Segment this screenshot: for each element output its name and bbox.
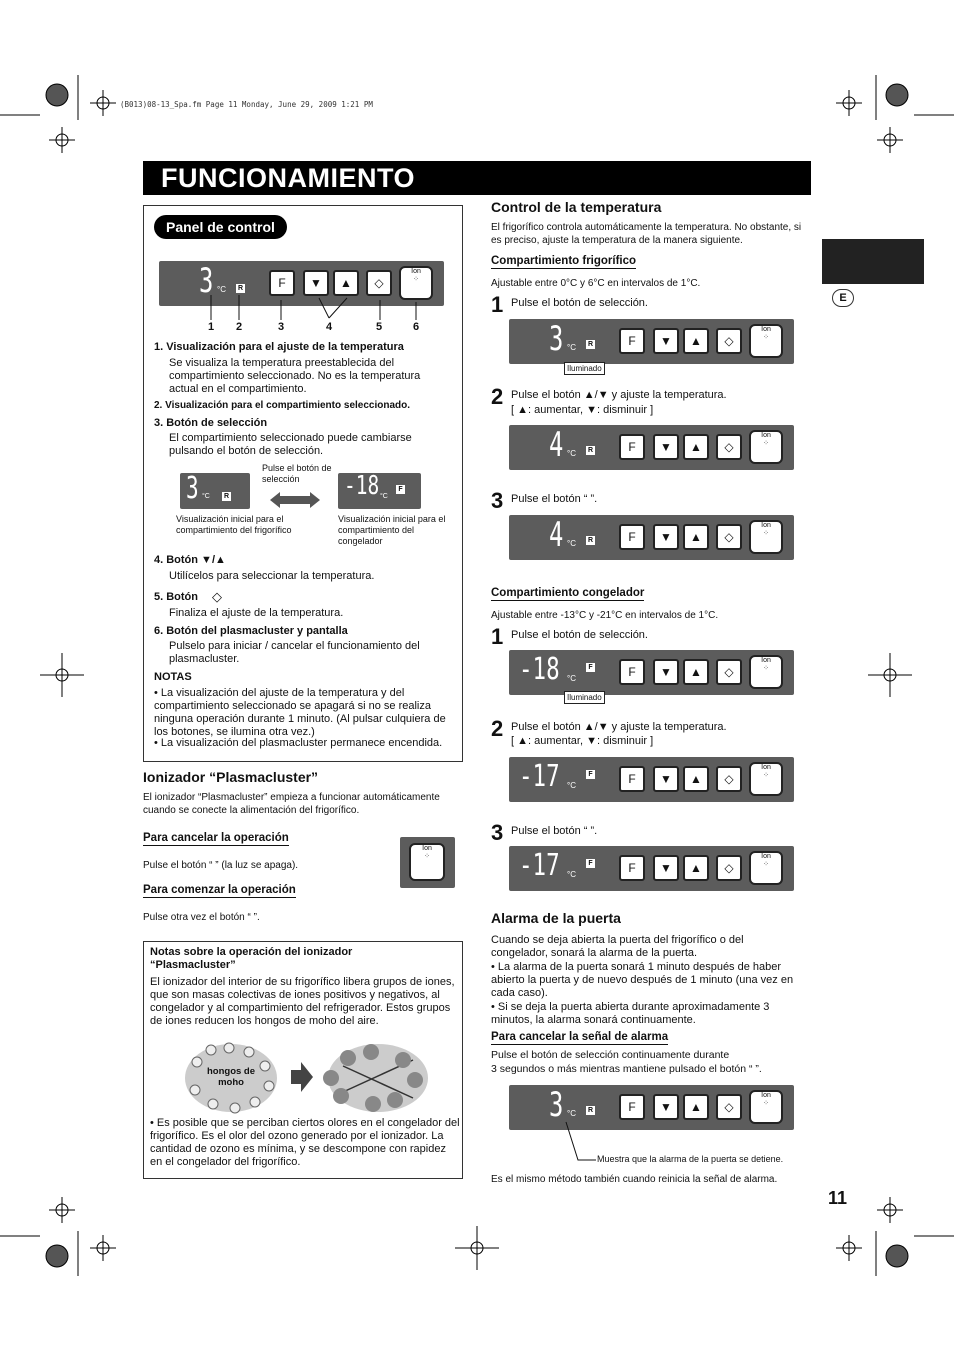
fridge-caption: Visualización inicial para el compartimiento del frigorífico: [176, 514, 292, 535]
ionizer-notes-text: El ionizador del interior de su frigorífico libera grupos de iones, que son masas colectivas de iones positivos y negativos, al congelador y al compartimiento del refrigerador. Estos grupos de iones reducen los hongos de moho del aire.: [150, 976, 455, 1027]
fridge-step2-text: Pulse el botón ▲/▼ y ajuste la temperatura.: [511, 389, 727, 401]
freezer-display-2: -17 °C F F ▼ ▲ ◇ Ion ⁘: [509, 757, 794, 802]
up-button[interactable]: ▲: [333, 270, 359, 296]
lit-label: Iluminado: [564, 362, 605, 375]
panel-diagram: 3 °C R F ▼ ▲ ◇ Ion ⁘: [159, 261, 444, 306]
freezer-temp-1: -18: [519, 652, 560, 687]
callout-6: 6: [413, 321, 420, 333]
callout-2: 2: [236, 321, 243, 333]
item-6-text: Pulselo para iniciar / cancelar el funcionamiento del plasmacluster.: [169, 640, 420, 665]
plasmacluster-button[interactable]: Ion ⁘: [409, 843, 445, 881]
temp-display: 3: [199, 261, 214, 301]
fridge-temp-3: 4: [549, 515, 564, 555]
callout-5: 5: [376, 321, 383, 333]
switch-label: Pulse el botón de selección: [262, 463, 332, 484]
mold-label: hongos de moho: [206, 1066, 256, 1088]
lit-label-freezer: Iluminado: [564, 691, 605, 704]
freezer-step-2: 2: [491, 716, 504, 741]
enter-icon: ◇: [212, 589, 222, 604]
down-button[interactable]: ▼: [303, 270, 329, 296]
item-4-title: 4. Botón ▼/▲: [154, 554, 226, 566]
fridge-temp-2: 4: [549, 425, 564, 465]
freezer-step3-text: Pulse el botón “ ”.: [511, 825, 598, 837]
freezer-temp-2: -17: [519, 759, 560, 794]
ionizer-cancel-text: Pulse el botón “ ” (la luz se apaga).: [143, 860, 299, 871]
callout-4: 4: [326, 321, 333, 333]
item-5-title: 5. Botón: [154, 591, 198, 603]
enter-button[interactable]: ◇: [366, 270, 392, 296]
page-title: FUNCIONAMIENTO: [143, 161, 811, 195]
callout-lines: [159, 290, 444, 325]
freezer-caption: Visualización inicial para el compartimiento del congelador: [338, 514, 446, 546]
fridge-step-3: 3: [491, 488, 504, 513]
fridge-display-3: 4 °C R F ▼ ▲ ◇ Ion ⁘: [509, 515, 794, 560]
item-3-title: 3. Botón de selección: [154, 417, 268, 429]
alarm-pointer-line: [560, 1120, 600, 1165]
item-4-text: Utilícelos para seleccionar la temperatura.: [169, 570, 375, 582]
alarm-bullet-1: • La alarma de la puerta sonará 1 minuto después de haber abierto la puerta y de nuevo después de 1 minuto (una vez en cada caso).: [491, 961, 794, 999]
alarm-footer: Es el mismo método también cuando reinicia la señal de alarma.: [491, 1174, 778, 1185]
ion-button-illustration: [400, 837, 455, 888]
freezer-step-1: 1: [491, 624, 504, 649]
page-number: 11: [828, 1188, 848, 1208]
freezer-display-1: -18 °C F F ▼ ▲ ◇ Ion ⁘: [509, 650, 794, 695]
ionizer-title: Ionizador “Plasmacluster”: [143, 769, 319, 785]
fridge-step-1: 1: [491, 292, 504, 317]
ionizer-cancel-title: Para cancelar la operación: [143, 832, 289, 844]
item-1-text: Se visualiza la temperatura preestablecida del compartimiento seleccionado. No es la temperatura actual en el compartimiento.: [169, 357, 421, 395]
item-3-text: El compartimiento seleccionado puede cambiarse pulsando el botón de selección.: [169, 432, 412, 457]
fridge-temp-1: 3: [549, 319, 564, 359]
freezer-step-3: 3: [491, 820, 504, 845]
notes-title: NOTAS: [154, 671, 192, 683]
freezer-step1-text: Pulse el botón de selección.: [511, 629, 648, 641]
ionizer-start-title: Para comenzar la operación: [143, 884, 296, 896]
alarm-bullet-2: • Si se deja la puerta abierta durante aproximadamente 3 minutos, la alarma sonará continuamente.: [491, 1001, 770, 1026]
swap-arrow: [270, 490, 320, 510]
file-header: (B013)08-13_Spa.fm Page 11 Monday, June 29, 2009 1:21 PM: [120, 100, 373, 109]
fridge-title: Compartimiento frigorífico: [491, 255, 637, 267]
temp-title: Control de la temperatura: [491, 199, 662, 215]
section-tab: [822, 239, 924, 284]
fridge-step3-text: Pulse el botón “ ”.: [511, 493, 598, 505]
plasmacluster-button[interactable]: Ion ⁘: [399, 266, 433, 300]
alarm-cancel-text-2: 3 segundos o más mientras mantiene pulsado el botón “ ”.: [491, 1063, 762, 1075]
ionizer-notes-title: Notas sobre la operación del ionizador “Plasmacluster”: [150, 946, 353, 971]
freezer-initial-display: -18 °C F: [338, 473, 421, 509]
note-2: • La visualización del plasmacluster permanece encendida.: [154, 737, 443, 749]
freezer-temp-3: -17: [519, 848, 560, 883]
alarm-cancel-title: Para cancelar la señal de alarma: [491, 1031, 669, 1043]
fridge-step1-text: Pulse el botón de selección.: [511, 297, 648, 309]
alarm-pointer-label: Muestra que la alarma de la puerta se detiene.: [597, 1154, 784, 1164]
fridge-range: Ajustable entre 0°C y 6°C en intervalos de 1°C.: [491, 278, 701, 289]
ionizer-intro: El ionizador “Plasmacluster” empieza a funcionar automáticamente cuando se conecte la alimentación del frigorífico.: [143, 792, 440, 816]
item-1-title: 1. Visualización para el ajuste de la temperatura: [154, 341, 404, 353]
temp-intro: El frigorífico controla automáticamente la temperatura. No obstante, si es preciso, ajuste la temperatura de la manera siguiente.: [491, 222, 802, 246]
fridge-step-2: 2: [491, 384, 504, 409]
fridge-step2b-text: [ ▲: aumentar, ▼: disminuir ]: [511, 404, 654, 416]
alarm-display: 3 °C R F ▼ ▲ ◇ Ion ⁘: [509, 1085, 794, 1130]
item-6-title: 6. Botón del plasmacluster y pantalla: [154, 625, 348, 637]
ionizer-start-text: Pulse otra vez el botón “ ”.: [143, 912, 260, 923]
language-badge: E: [832, 289, 854, 307]
fridge-display-2: 4 °C R F ▼ ▲ ◇ Ion ⁘: [509, 425, 794, 470]
panel-pill: Panel de control: [154, 215, 287, 239]
alarm-cancel-text-1: Pulse el botón de selección continuamente durante: [491, 1049, 730, 1061]
fridge-initial-display: 3 °C R: [180, 473, 250, 509]
callout-3: 3: [278, 321, 285, 333]
alarm-title: Alarma de la puerta: [491, 910, 621, 926]
freezer-step2-text: Pulse el botón ▲/▼ y ajuste la temperatura.: [511, 721, 727, 733]
note-1: • La visualización del ajuste de la temperatura y del compartimiento seleccionado se apagará si no se realiza ninguna operación durante 1 minuto. (Al pulsar culquiera de los botones, se ilumina otra vez.): [154, 687, 446, 738]
freezer-range: Ajustable entre -13°C y -21°C en intervalos de 1°C.: [491, 610, 719, 621]
freezer-step2b-text: [ ▲: aumentar, ▼: disminuir ]: [511, 735, 654, 747]
freezer-title: Compartimiento congelador: [491, 587, 645, 599]
compartment-indicator: R: [237, 285, 244, 292]
item-5-text: Finaliza el ajuste de la temperatura.: [169, 607, 344, 619]
ionizer-notes-bullet: • Es posible que se perciban ciertos olores en el congelador del frigorífico. Es el olor del ozono generado por el ionizador. La cantidad de ozono es mínima, y se descompone con rapidez en el congelador del frigorífico.: [150, 1117, 460, 1168]
callout-1: 1: [208, 321, 215, 333]
alarm-intro: Cuando se deja abierta la puerta del frigorífico o del congelador, sonará la alarma de la puerta.: [491, 934, 744, 959]
item-2-title: 2. Visualización para el compartimiento seleccionado.: [154, 400, 411, 411]
select-button[interactable]: F: [269, 270, 295, 296]
fridge-display-1: 3 °C R F ▼ ▲ ◇ Ion ⁘: [509, 319, 794, 364]
freezer-display-3: -17 °C F F ▼ ▲ ◇ Ion ⁘: [509, 846, 794, 891]
